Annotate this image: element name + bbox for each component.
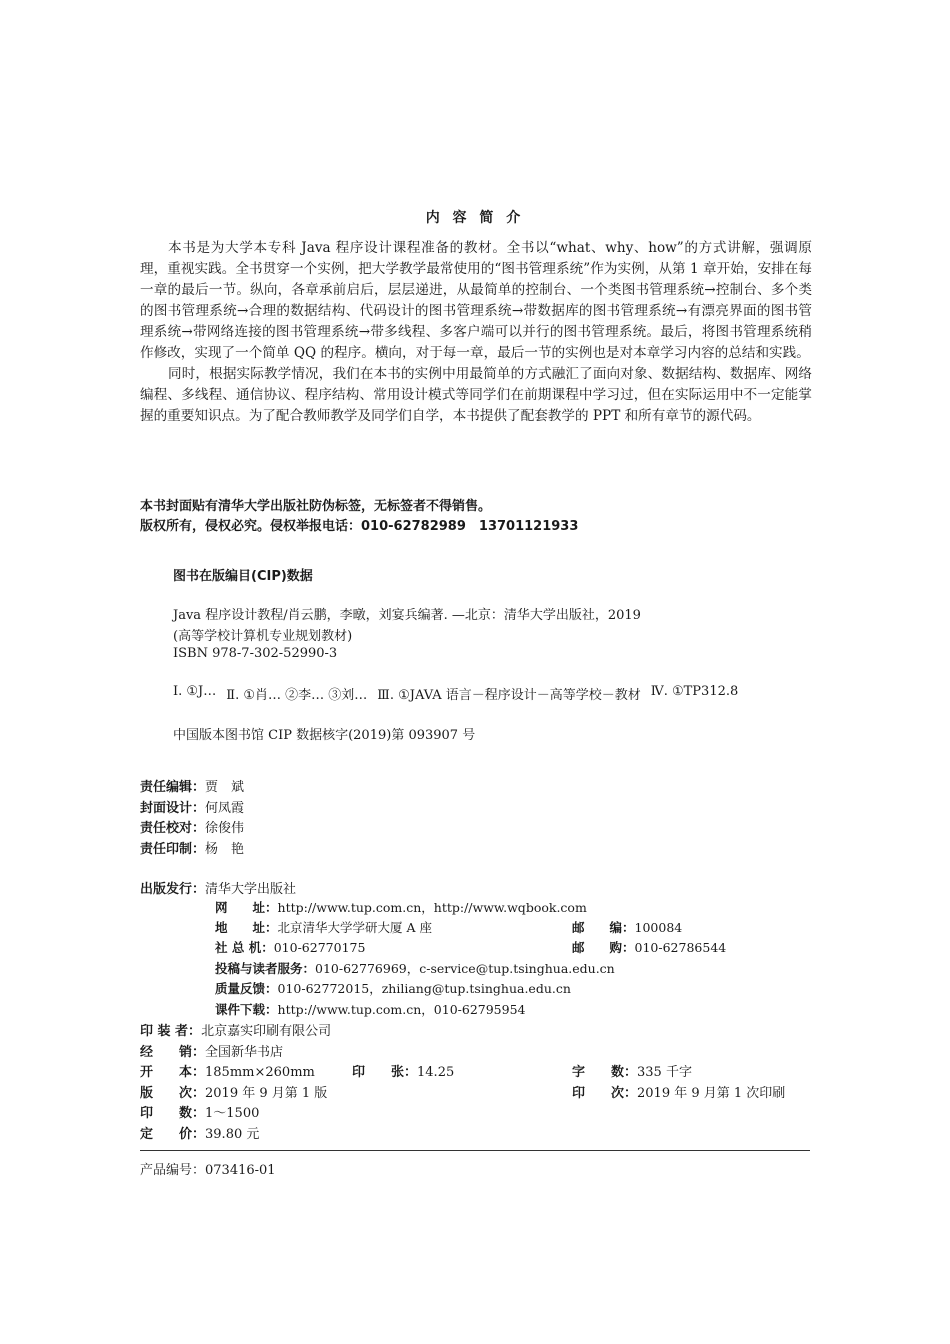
- pub-switchboard-label: 社 总 机：: [215, 940, 274, 955]
- spec-distributor-value: 全国新华书店: [205, 1045, 284, 1060]
- spec-print-run-label: 印 数：: [140, 1106, 206, 1121]
- staff-print: [140, 838, 244, 857]
- spec-sheets-label: 印 张：: [352, 1065, 418, 1080]
- pub-feedback-value: 010-62772015，zhiliang@tup.tsinghua.edu.cn: [277, 981, 571, 996]
- staff-cover-label: 封面设计：: [140, 801, 206, 816]
- spec-words-label: 字 数：: [572, 1065, 638, 1080]
- spec-words-value: 335 千字: [637, 1065, 692, 1080]
- spec-impression-value: 2019 年 9 月第 1 次印刷: [637, 1086, 786, 1101]
- spec-edition: [140, 1082, 327, 1101]
- cip-heading: 图书在版编目(CIP)数据: [173, 569, 313, 584]
- pub-service: [215, 959, 615, 977]
- pub-web-value: http://www.tup.com.cn，http://www.wqbook.com: [277, 900, 587, 915]
- spec-format-value: 185mm×260mm: [205, 1065, 315, 1080]
- spec-price: [140, 1123, 259, 1142]
- product-number: 产品编号：073416-01: [140, 1163, 276, 1178]
- staff-proof: [140, 817, 244, 836]
- spec-distributor-label: 经 销：: [140, 1045, 206, 1060]
- staff-print-value: 杨 艳: [205, 842, 245, 857]
- spec-distributor: [140, 1041, 283, 1060]
- spec-print-run-value: 1～1500: [205, 1106, 260, 1121]
- staff-proof-label: 责任校对：: [140, 821, 206, 836]
- spec-sheets-value: 14.25: [417, 1065, 455, 1080]
- divider: [140, 1150, 810, 1151]
- pub-switchboard-value: 010-62770175: [273, 940, 366, 955]
- staff-editor: [140, 776, 244, 795]
- pub-issuer-label: 出版发行：: [140, 882, 206, 897]
- spec-format-label: 开 本：: [140, 1065, 206, 1080]
- cip-cat-2: Ⅱ. ①肖… ②李… ③刘…: [226, 688, 368, 703]
- cip-cat-1: Ⅰ. ①J…: [173, 684, 217, 699]
- pub-web-label: 网 址：: [215, 900, 278, 915]
- pub-courseware: [215, 1000, 526, 1018]
- intro-paragraph-1: 本书是为大学本专科 Java 程序设计课程准备的教材。全书以“what、why、how”的方式讲解，强调原理，重视实践。全书贯穿一个实例，把大学教学最常使用的“图书管理系统”作为实例，从第 1 章开始，安排在每一章的最后一节。纵向，各章承前启后，层层递进，从最简单的控制台、一个类图书管理系统→控制台、多个类的图书管理系统→合理的数据结构、代码设计的图书管理系统→带数据库的图书管理系统→有漂亮界面的图书管理系统→带网络连接的图书管理系统→带多线程、多客户端可以并行的图书管理系统。最后，将图书管理系统稍作修改，实现了一个简单 QQ 的程序。横向，对于每一章，最后一节的实例也是对本章学习内容的总结和实践。: [140, 240, 812, 361]
- pub-service-label: 投稿与读者服务：: [215, 961, 316, 976]
- spec-words: [572, 1061, 692, 1080]
- spec-printer-label: 印 装 者：: [140, 1024, 202, 1039]
- pub-mail-order-label: 邮 购：: [572, 940, 635, 955]
- intro-paragraph-2: 同时，根据实际教学情况，我们在本书的实例中用最简单的方式融汇了面向对象、数据结构、数据库、网络编程、多线程、通信协议、程序结构、常用设计模式等同学们在前期课程中学习过，但在实际运用中不一定能掌握的重要知识点。为了配合教师教学及同学们自学，本书提供了配套教学的 PPT 和所有章节的源代码。: [140, 366, 812, 424]
- page-title: 内 容 简 介: [425, 210, 525, 226]
- cip-classification: [173, 684, 813, 703]
- cip-isbn: ISBN 978-7-302-52990-3: [173, 646, 338, 661]
- spec-print-run: [140, 1102, 259, 1121]
- staff-editor-label: 责任编辑：: [140, 780, 206, 795]
- pub-mail-order-value: 010-62786544: [634, 940, 727, 955]
- pub-courseware-value: http://www.tup.com.cn，010-62795954: [277, 1002, 526, 1017]
- staff-proof-value: 徐俊伟: [205, 821, 245, 836]
- spec-edition-value: 2019 年 9 月第 1 版: [205, 1086, 328, 1101]
- copyright-notice: 版权所有，侵权必究。侵权举报电话：010-62782989 13701121933: [140, 519, 579, 534]
- pub-feedback-label: 质量反馈：: [215, 981, 278, 996]
- spec-edition-label: 版 次：: [140, 1086, 206, 1101]
- pub-courseware-label: 课件下载：: [215, 1002, 278, 1017]
- spec-price-label: 定 价：: [140, 1127, 206, 1142]
- staff-print-label: 责任印制：: [140, 842, 206, 857]
- spec-price-value: 39.80 元: [205, 1127, 260, 1142]
- staff-cover-value: 何凤霞: [205, 801, 245, 816]
- pub-mail-order: [572, 938, 726, 956]
- pub-feedback: [215, 979, 571, 997]
- spec-printer: [140, 1020, 331, 1039]
- pub-issuer: [140, 878, 296, 897]
- pub-address-label: 地 址：: [215, 920, 278, 935]
- spec-impression: [572, 1082, 785, 1101]
- pub-address: [215, 918, 432, 936]
- pub-service-value: 010-62776969，c-service@tup.tsinghua.edu.cn: [315, 961, 615, 976]
- anti-counterfeit-notice: 本书封面贴有清华大学出版社防伪标签，无标签者不得销售。: [140, 499, 492, 514]
- spec-sheets: [352, 1061, 454, 1080]
- pub-issuer-value: 清华大学出版社: [205, 882, 297, 897]
- cip-cat-3: Ⅲ. ①JAVA 语言－程序设计－高等学校－教材: [377, 688, 641, 703]
- cip-number: 中国版本图书馆 CIP 数据核字(2019)第 093907 号: [173, 728, 476, 743]
- staff-cover: [140, 797, 244, 816]
- spec-printer-value: 北京嘉实印刷有限公司: [201, 1024, 332, 1039]
- pub-zip-value: 100084: [634, 920, 683, 935]
- intro-section: [140, 238, 812, 427]
- spec-impression-label: 印 次：: [572, 1086, 638, 1101]
- cip-line-1: Java 程序设计教程/肖云鹏，李暾，刘宴兵编著. —北京：清华大学出版社，2019: [173, 608, 641, 623]
- cip-series: (高等学校计算机专业规划教材): [173, 629, 353, 644]
- pub-web: [215, 898, 587, 916]
- spec-format: [140, 1061, 315, 1080]
- cip-cat-4: Ⅳ. ①TP312.8: [650, 684, 739, 699]
- pub-zip-label: 邮 编：: [572, 920, 635, 935]
- pub-zip: [572, 918, 682, 936]
- staff-editor-value: 贾 斌: [205, 780, 245, 795]
- pub-address-value: 北京清华大学学研大厦 A 座: [277, 920, 432, 935]
- pub-switchboard: [215, 938, 365, 956]
